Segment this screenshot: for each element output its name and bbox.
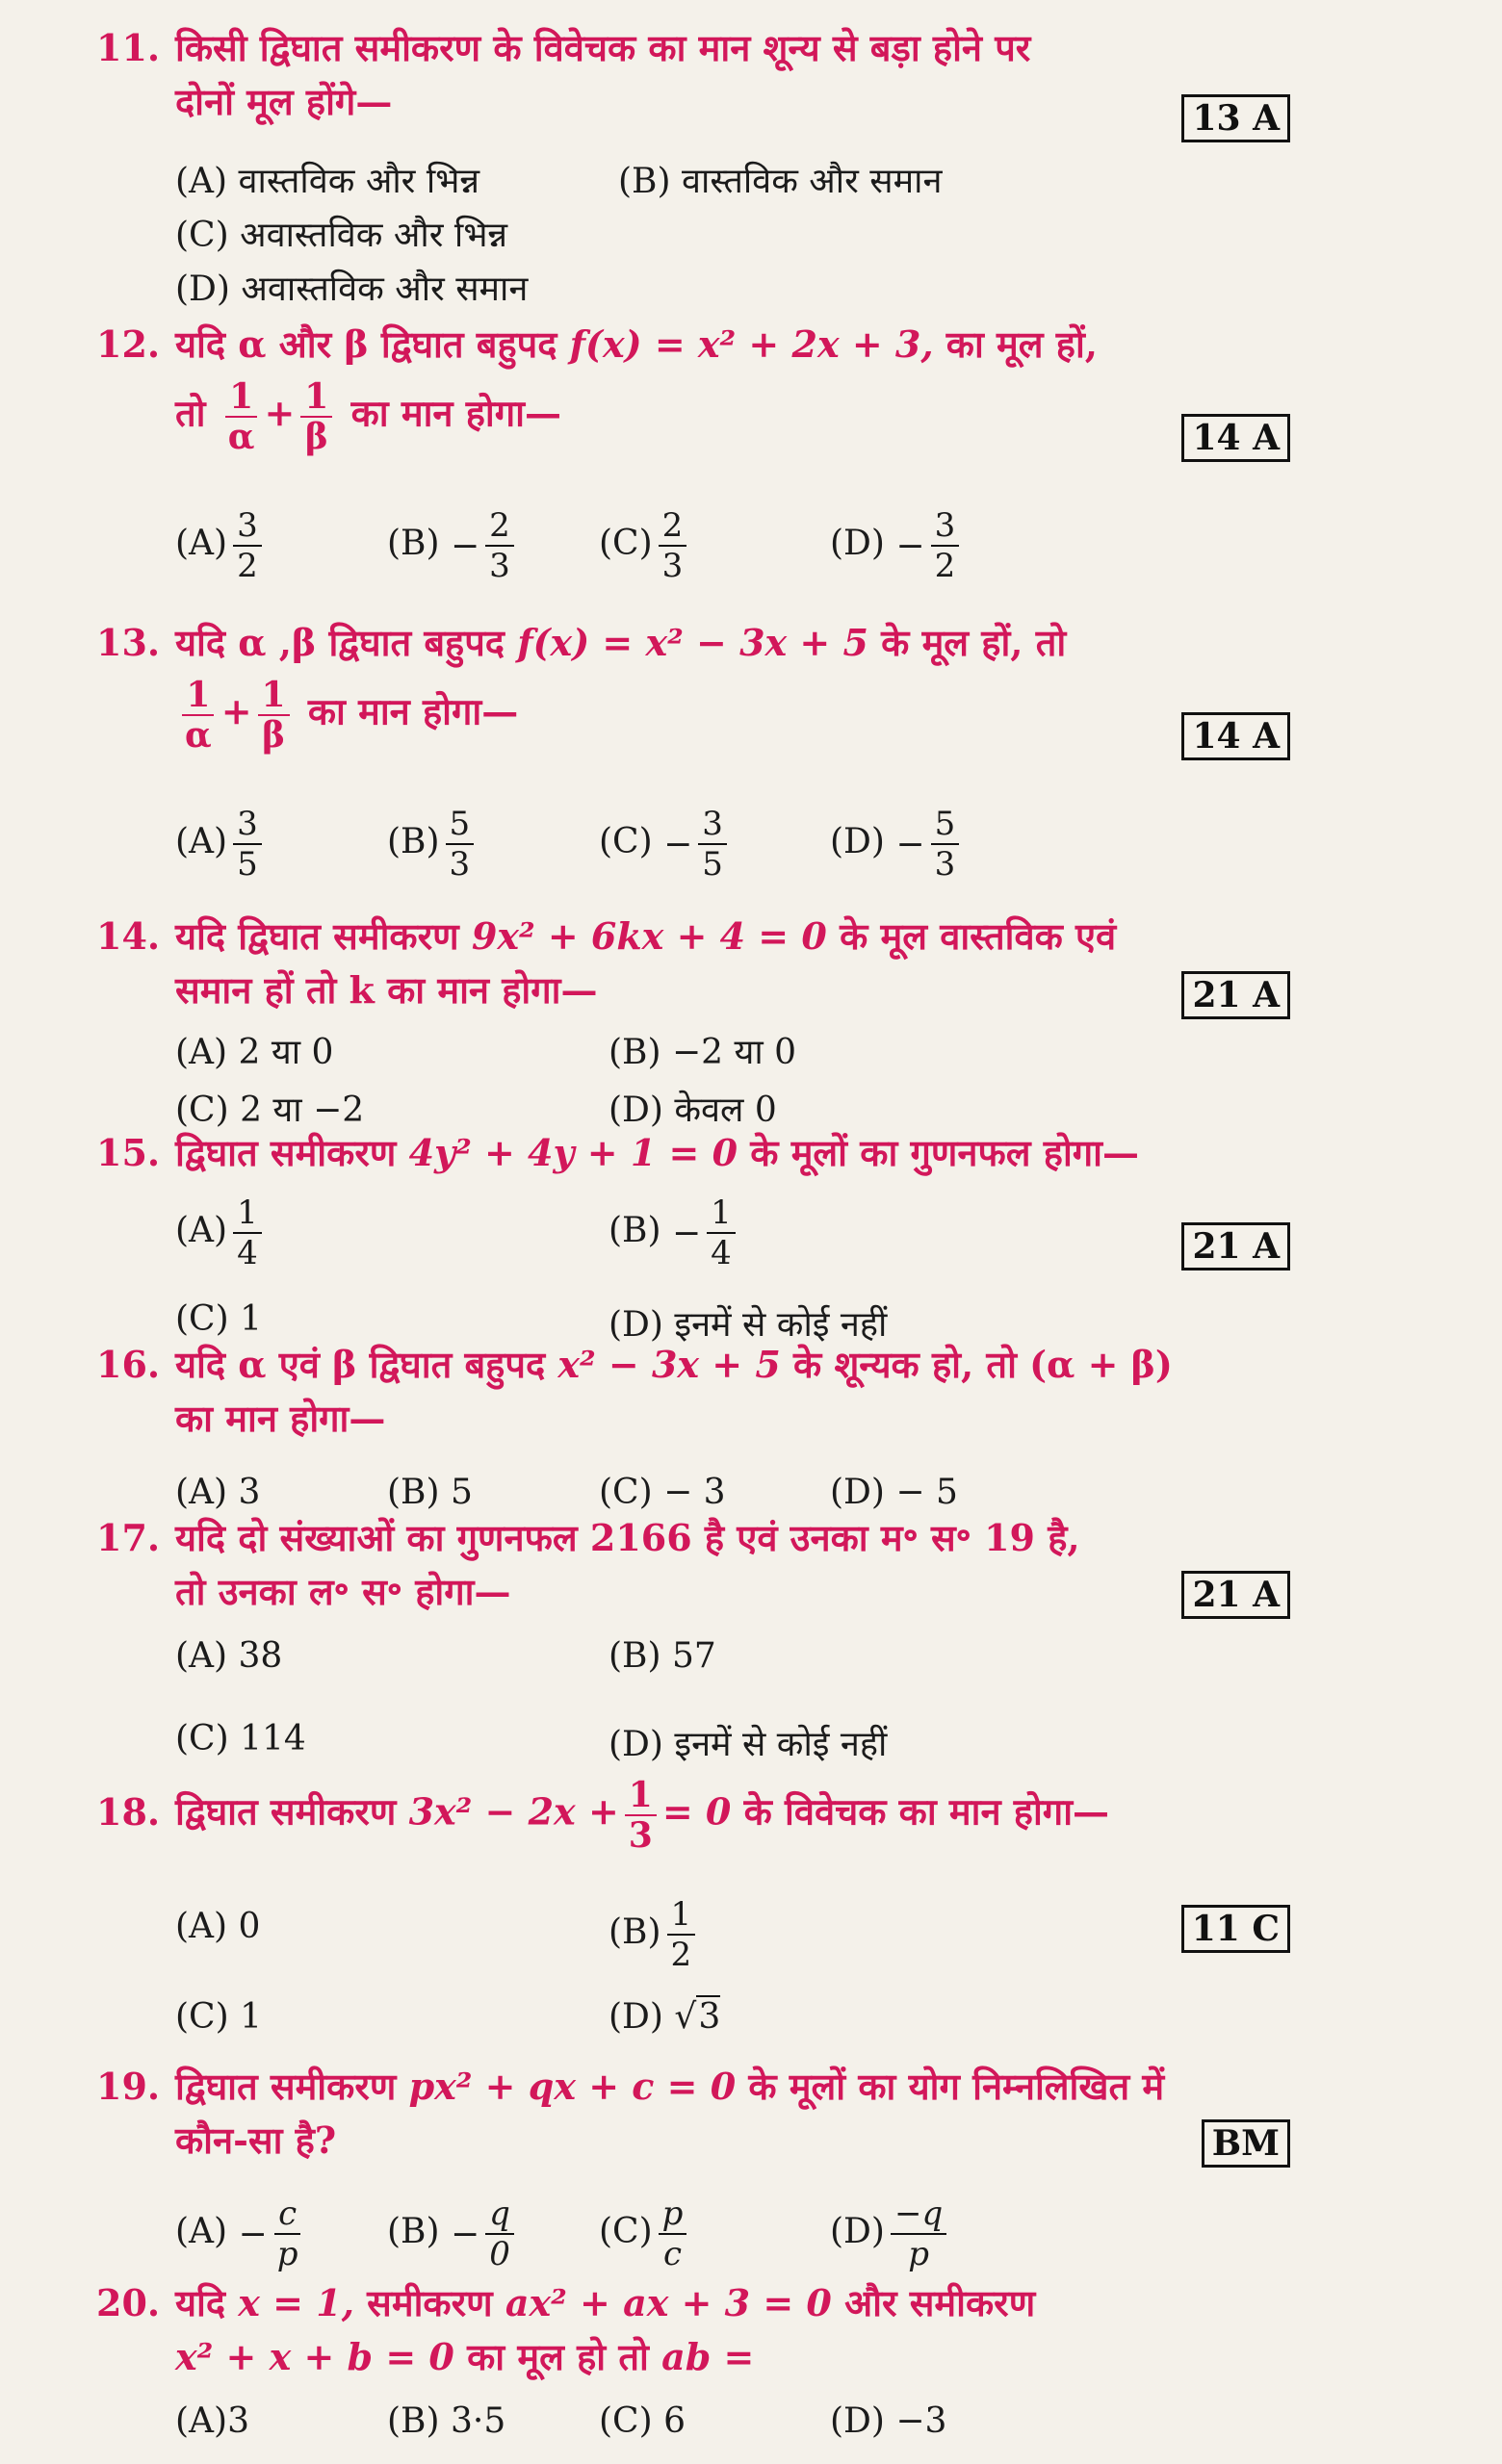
option-c: (C) 2 या −2 (175, 1091, 365, 1130)
question-11-text (96, 21, 1290, 75)
option-d-fraction: $\frac{-q}{p}$ (891, 2194, 946, 2273)
option-d: (D) − 5 (830, 1473, 958, 1512)
question-line: के मूल वास्तविक एवं (840, 914, 1117, 958)
option-c: (C) 114 (175, 1719, 306, 1758)
option-c: (C) 1 (175, 1997, 262, 2037)
question-line: द्विघात समीकरण (175, 1131, 397, 1174)
options (175, 1636, 1234, 1790)
option-b-fraction: $\frac{5}{3}$ (446, 805, 475, 884)
options: (A) − $\frac{c}{p}$ (B) − $\frac{q}{0}$ (C) $\frac{p}{c}$ (D) $\frac{-q}{p}$ (175, 2194, 1234, 2291)
equation-fraction: $\frac{1}{3}$ (625, 1776, 657, 1855)
question-12-text (96, 318, 1290, 372)
sqrt-value: 3 (698, 1997, 721, 2037)
question-line: यदि (175, 2281, 226, 2324)
question-line: यदि α एवं β द्विघात बहुपद (175, 1343, 546, 1386)
equation: f(x) = x² − 3x + 5 (517, 621, 868, 664)
question-13-text (96, 616, 1290, 670)
equation: ab = (661, 2335, 755, 2378)
question-17-line2: तो उनका ल॰ स॰ होगा— (175, 1570, 511, 1613)
question-line: यदि द्विघात समीकरण (175, 914, 459, 958)
option-a-fraction: $\frac{c}{p}$ (273, 2194, 302, 2273)
question-13-line2: $\frac{1}{\alpha}$ + $\frac{1}{\beta}$ का मान होगा— (96, 676, 1290, 755)
fraction: $\frac{1}{\alpha}$ (181, 676, 216, 755)
question-line: का मूल हो तो (467, 2335, 649, 2378)
option-d: (D) इनमें से कोई नहीं (609, 1725, 888, 1764)
question-number: 13. (96, 621, 161, 664)
question-11 (96, 21, 1290, 309)
question-number: 12. (96, 322, 161, 366)
option-c: (C) − 3 (599, 1473, 726, 1512)
exam-tag: 21 A (1181, 1571, 1290, 1619)
question-line: किसी द्विघात समीकरण के विवेचक का मान शून्य से बड़ा होने पर (175, 26, 1031, 69)
question-16-line2: का मान होगा— (175, 1397, 386, 1440)
option-a: (A) 2 या 0 (175, 1033, 334, 1072)
option-label: (C) (599, 2212, 653, 2251)
equation: x = 1, (238, 2281, 354, 2324)
equation: = 0 (661, 1789, 732, 1834)
question-19 (96, 2060, 1290, 2273)
question-20-text (96, 2276, 1290, 2330)
option-label: (C) (599, 822, 653, 861)
question-number: 18. (96, 1789, 161, 1834)
option-b: (B) 57 (609, 1636, 716, 1676)
option-b: (B) −2 या 0 (609, 1033, 797, 1072)
options: (A) $\frac{1}{4}$ (B) − $\frac{1}{4}$ (C) 1 (D) इनमें से कोई नहीं (175, 1194, 888, 1345)
question-18 (96, 1775, 1290, 2037)
question-19-line2: कौन-सा है? (175, 2118, 337, 2162)
option-label: (A) (175, 1211, 228, 1250)
question-line: के मूलों का योग निम्नलिखित में (748, 2065, 1165, 2108)
option-c: (C) अवास्तविक और भिन्न (175, 216, 508, 255)
question-18-text (96, 1776, 1290, 1855)
option-label: (B) (387, 822, 440, 861)
options (175, 2401, 1234, 2459)
option-b-fraction: $\frac{2}{3}$ (485, 506, 514, 585)
option-label: (A) (175, 822, 228, 861)
option-b: (B) वास्तविक और समान (618, 162, 943, 201)
question-16 (96, 1338, 1290, 1512)
question-line: के मूलों का गुणनफल होगा— (750, 1131, 1140, 1174)
question-line: के मूल हों, तो (881, 621, 1067, 664)
option-c-fraction: $\frac{p}{c}$ (659, 2194, 687, 2273)
question-number: 19. (96, 2065, 161, 2108)
option-label: (D) (830, 2212, 885, 2251)
question-line: के शून्यक हो, तो (α + β) (793, 1343, 1173, 1386)
question-14 (96, 910, 1290, 1130)
option-label: (D) (830, 822, 885, 861)
option-a: (A) 0 (175, 1907, 261, 1946)
exam-tag: BM (1202, 2119, 1290, 2168)
option-b-fraction: $\frac{1}{2}$ (667, 1895, 696, 1974)
question-number: 11. (96, 26, 161, 69)
option-label: (C) (599, 524, 653, 563)
question-17-text (96, 1511, 1290, 1565)
question-number: 16. (96, 1343, 161, 1386)
option-b: (B) 3·5 (387, 2401, 506, 2441)
option-a: (A) 3 (175, 1473, 261, 1512)
question-line: यदि α ,β द्विघात बहुपद (175, 621, 505, 664)
option-a: (A) 38 (175, 1636, 283, 1676)
fraction: $\frac{1}{\beta}$ (300, 377, 332, 456)
options (175, 156, 1234, 310)
question-20-line2 (96, 2330, 1290, 2384)
question-line: और समीकरण (844, 2281, 1036, 2324)
exam-tag: 21 A (1181, 1222, 1290, 1270)
option-d: (D) इनमें से कोई नहीं (609, 1305, 888, 1345)
equation: f(x) = x² + 2x + 3, (569, 322, 934, 366)
question-15-text (96, 1126, 1290, 1180)
question-line: का मूल हों, (945, 322, 1099, 366)
options: (A) $\frac{3}{2}$ (B) − $\frac{2}{3}$ (C) $\frac{2}{3}$ (D) − $\frac{3}{2}$ (175, 506, 1234, 603)
option-label: (B) (609, 1912, 661, 1952)
option-c-fraction: $\frac{2}{3}$ (659, 506, 687, 585)
question-19-text (96, 2060, 1290, 2114)
question-line: द्विघात समीकरण (175, 2065, 397, 2108)
question-14-line2: समान हों तो k का मान होगा— (175, 968, 598, 1012)
options (175, 1027, 1234, 1142)
question-line: का मान होगा— (350, 391, 561, 435)
exam-tag: 13 A (1181, 94, 1290, 142)
equation: x² − 3x + 5 (557, 1343, 781, 1386)
question-16-text (96, 1338, 1290, 1392)
option-d-fraction: $\frac{5}{3}$ (931, 805, 960, 884)
option-a: (A) वास्तविक और भिन्न (175, 162, 479, 201)
option-label: (A) (175, 2212, 228, 2251)
fraction: $\frac{1}{\alpha}$ (224, 377, 259, 456)
question-number: 17. (96, 1516, 161, 1559)
option-d: (D) अवास्तविक और समान (175, 270, 529, 309)
equation: px² + qx + c = 0 (408, 2065, 737, 2108)
equation: 3x² − 2x + (408, 1789, 619, 1834)
option-b: (B) 5 (387, 1473, 473, 1512)
exam-tag: 14 A (1181, 414, 1290, 462)
question-line: यदि α और β द्विघात बहुपद (175, 322, 557, 366)
question-20 (96, 2276, 1290, 2441)
option-label: (D) (609, 1997, 663, 2037)
options: (A) $\frac{3}{5}$ (B) $\frac{5}{3}$ (C) − $\frac{3}{5}$ (D) − $\frac{5}{3}$ (175, 805, 1234, 901)
question-number: 15. (96, 1131, 161, 1174)
question-line: का मान होगा— (307, 689, 519, 733)
equation: 4y² + 4y + 1 = 0 (408, 1131, 738, 1174)
option-c: (C) 6 (599, 2401, 686, 2441)
option-label: (B) (609, 1211, 661, 1250)
options: (A) 0 (B) $\frac{1}{2}$ (C) 1 (D) √3 (175, 1895, 721, 2037)
option-c-fraction: $\frac{3}{5}$ (698, 805, 727, 884)
question-11-line2: दोनों मूल होंगे— (175, 80, 393, 123)
question-17 (96, 1511, 1290, 1764)
exam-tag: 21 A (1181, 971, 1290, 1019)
option-b-fraction: $\frac{1}{4}$ (707, 1194, 736, 1272)
question-14-text (96, 910, 1290, 963)
question-15 (96, 1126, 1290, 1345)
exam-tag: 14 A (1181, 712, 1290, 760)
equation: x² + x + b = 0 (175, 2335, 454, 2378)
option-c: (C) 1 (175, 1299, 262, 1339)
question-line: समीकरण (367, 2281, 493, 2324)
question-line: यदि दो संख्याओं का गुणनफल 2166 है एवं उनका म॰ स॰ 19 है, (175, 1516, 1080, 1559)
equation: ax² + ax + 3 = 0 (505, 2281, 832, 2324)
option-a-fraction: $\frac{3}{5}$ (233, 805, 262, 884)
question-line: तो (175, 391, 206, 435)
option-d: (D) −3 (830, 2401, 947, 2441)
option-a: (A)3 (175, 2401, 249, 2441)
question-12-line2: तो $\frac{1}{\alpha}$ + $\frac{1}{\beta}$ का मान होगा— (175, 376, 561, 457)
exam-tag: 11 C (1181, 1905, 1290, 1953)
question-number: 14. (96, 914, 161, 958)
option-d: (D) केवल 0 (609, 1091, 777, 1130)
option-d-fraction: $\frac{3}{2}$ (931, 506, 960, 585)
question-12 (96, 318, 1290, 585)
option-label: (B) (387, 524, 440, 563)
equation: 9x² + 6kx + 4 = 0 (471, 914, 827, 958)
option-a-fraction: $\frac{1}{4}$ (233, 1194, 262, 1272)
question-line: के विवेचक का मान होगा— (743, 1789, 1110, 1834)
option-b-fraction: $\frac{q}{0}$ (485, 2194, 514, 2273)
question-number: 20. (96, 2281, 161, 2324)
question-13 (96, 616, 1290, 884)
option-label: (A) (175, 524, 228, 563)
fraction: $\frac{1}{\beta}$ (258, 676, 290, 755)
option-label: (D) (830, 524, 885, 563)
question-line: द्विघात समीकरण (175, 1789, 397, 1834)
option-a-fraction: $\frac{3}{2}$ (233, 506, 262, 585)
option-label: (B) (387, 2212, 440, 2251)
